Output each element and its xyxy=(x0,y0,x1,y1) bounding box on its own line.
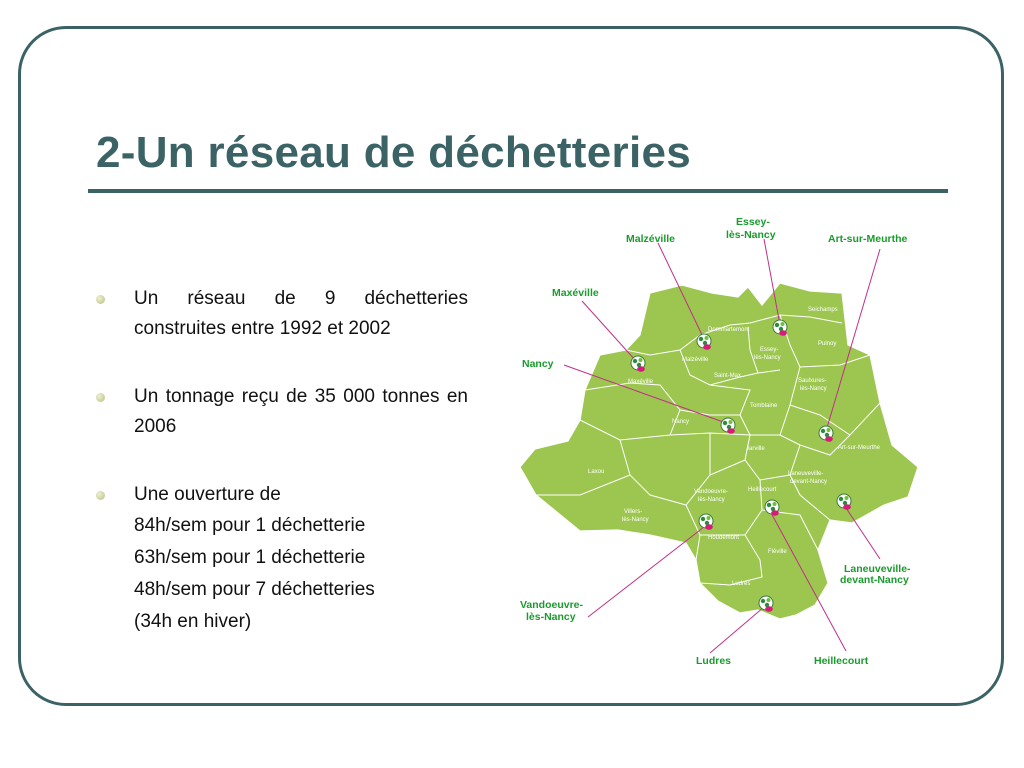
bullet-dot-icon xyxy=(96,393,105,402)
commune-label: Saulxures- xyxy=(798,378,827,384)
commune-label: Seichamps xyxy=(808,307,838,313)
commune-label: lès-Nancy xyxy=(622,517,649,523)
bullet-subline: 63h/sem pour 1 déchetterie xyxy=(134,547,366,568)
callout-art: Art-sur-Meurthe xyxy=(828,233,908,245)
slide-title: 2-Un réseau de déchetteries xyxy=(96,128,692,177)
commune-label: Ludres xyxy=(732,581,751,587)
waste-center-map xyxy=(500,205,980,675)
commune-label: Laneuveville- xyxy=(788,471,824,477)
bullet-subline: (34h en hiver) xyxy=(134,611,252,632)
callout-essey-line2: lès-Nancy xyxy=(726,229,776,241)
bullet-dot-icon xyxy=(96,491,105,500)
commune-label: Pulnoy xyxy=(818,341,837,347)
callout-ludres: Ludres xyxy=(696,655,732,667)
title-divider xyxy=(88,189,948,193)
commune-label: Art-sur-Meurthe xyxy=(838,445,881,451)
commune-label: Houdemont xyxy=(708,535,740,541)
commune-label: Villers- xyxy=(624,509,643,515)
commune-label: devant-Nancy xyxy=(790,479,828,485)
bullet-text: Une ouverture de xyxy=(134,484,281,505)
commune-label: Essey- xyxy=(760,347,779,353)
commune-label: lès-Nancy xyxy=(754,355,781,361)
callout-laneuveville-line2: devant-Nancy xyxy=(840,574,909,586)
bullet-text: Un tonnage reçu de 35 000 tonnes en 2006 xyxy=(134,386,468,437)
commune-label: Nancy xyxy=(672,419,690,425)
commune-label: lès-Nancy xyxy=(800,386,827,392)
callout-malzeville: Malzéville xyxy=(626,233,676,245)
bullet-item xyxy=(96,382,468,442)
bullet-dot-icon xyxy=(96,295,105,304)
bullet-item xyxy=(96,284,468,344)
commune-label: Heillecourt xyxy=(748,487,777,493)
commune-label: Tomblaine xyxy=(750,403,778,409)
callout-laneuveville-line1: Laneuveville- xyxy=(844,563,911,575)
commune-label: Jarville xyxy=(746,446,765,452)
callout-vandoeuvre-line2: lès-Nancy xyxy=(526,611,576,623)
bullet-subline: 84h/sem pour 1 déchetterie xyxy=(134,515,366,536)
callout-heillecourt: Heillecourt xyxy=(814,655,869,667)
callout-vandoeuvre-line1: Vandoeuvre- xyxy=(520,599,584,611)
bullet-subline: 48h/sem pour 7 déchetteries xyxy=(134,579,375,600)
commune-label: Saint-Max xyxy=(714,373,742,379)
callout-essey-line1: Essey- xyxy=(736,216,770,228)
commune-label: Dommartemont xyxy=(708,327,750,333)
bullet-list xyxy=(96,284,468,638)
commune-label: Vandoeuvre- xyxy=(694,489,728,495)
bullet-text: Un réseau de 9 déchetteries construites entre 1992 et 2002 xyxy=(134,288,468,339)
commune-label: lès-Nancy xyxy=(698,497,725,503)
bullet-item xyxy=(96,480,468,638)
commune-label: Laxou xyxy=(588,469,605,475)
commune-label: Maxéville xyxy=(628,379,654,385)
commune-label: Malzéville xyxy=(682,357,709,363)
commune-label: Fléville xyxy=(768,549,787,555)
callout-nancy: Nancy xyxy=(522,358,554,370)
callout-maxeville: Maxéville xyxy=(552,287,599,299)
